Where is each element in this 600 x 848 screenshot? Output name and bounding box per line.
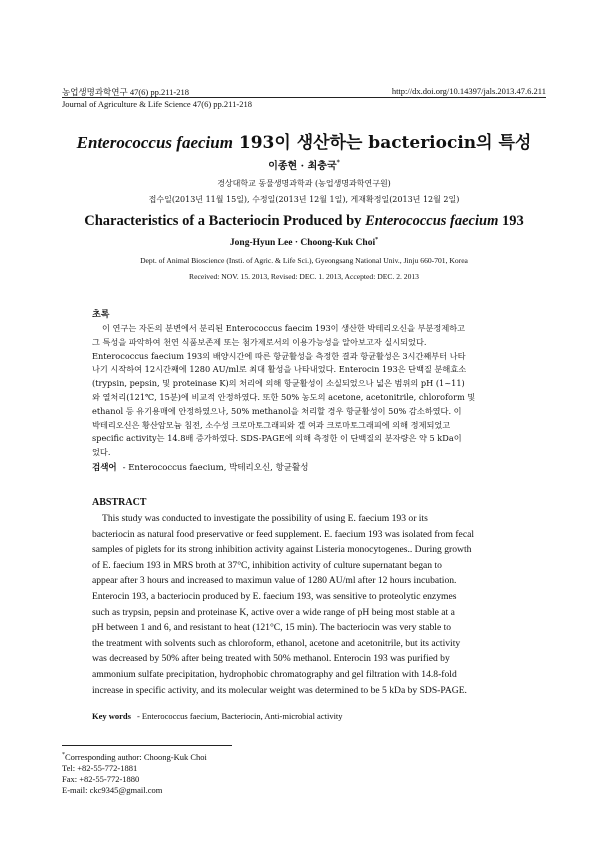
title-english xyxy=(62,213,546,230)
title-korean-rest: 193이 생산하는 bacteriocin의 특성 xyxy=(232,133,532,153)
affiliation-english: Dept. of Animal Bioscience (Insti. of Agric. & Life Sci.), Gyeongsang National Univ., Jinju 660-701, Korea xyxy=(140,256,468,265)
abstract-korean-line: (trypsin, pepsin, 및 proteinase K)의 처리에 의해 항균활성이 소실되었으나 넓은 범위의 pH (1~11) xyxy=(92,378,465,389)
footnote-mark: * xyxy=(62,752,65,758)
abstract-korean-line: 와 열처리(121℃, 15분)에 비교적 안정하였다. 또한 50% 농도의 acetone, acetonitrile, chloroform 및 xyxy=(92,391,476,402)
header-rule xyxy=(62,97,546,98)
keywords-english-label: Key words xyxy=(92,711,131,721)
footnote xyxy=(62,750,207,796)
abstract-korean-line: 나기 시작하여 12시간째에 1280 AU/ml로 최대 활성을 나타내었다. Enterocin 193은 단백질 분해효소 xyxy=(92,364,467,375)
keywords-korean-label: 검색어 xyxy=(92,463,117,473)
abstract-english-line: This study was conducted to investigate the possibility of using E. faecium 193 or its xyxy=(102,513,428,524)
footnote-rule xyxy=(62,745,232,746)
abstract-korean-line: 었다. xyxy=(92,447,111,458)
title-korean xyxy=(62,128,546,153)
abstract-korean-line: 박테리오신은 황산암모늄 침전, 소수성 크로마토그래피와 겔 여과 크로마토그래피에 의해 정제되었고 xyxy=(92,419,451,430)
abstract-english-line: samples of piglets for its strong inhibition activity against Listeria monocytogenes.. During growth xyxy=(92,544,472,556)
corresponding-mark-en: * xyxy=(375,237,379,243)
abstract-english-line: Enterocin 193, a bacteriocin produced by E. faecium 193, was sensitive to proteolytic enzymes xyxy=(92,590,457,602)
abstract-english-line: the treatment with solvents such as chloroform, ethanol, acetone and acetonitrile, but its activity xyxy=(92,637,461,649)
title-english-prefix: Characteristics of a Bacteriocin Produced by xyxy=(84,213,366,229)
abstract-korean-body xyxy=(92,322,516,460)
dates-korean: 접수일(2013년 11월 15일), 수정일(2013년 12월 1일), 게재확정일(2013년 12월 2일) xyxy=(148,195,460,204)
abstract-english-line: pH between 1 and 6, and resistant to heat (121°C, 15 min). The bacteriocin was very stable to xyxy=(92,622,452,634)
abstract-english-line: such as trypsin, pepsin and proteinase K, active over a wide range of pH being most stable at a xyxy=(92,606,455,618)
abstract-english-line: of E. faecium 193 in MRS broth at 37°C, inhibition activity of culture supernatant began to xyxy=(92,559,442,571)
abstract-english-line: increase in specific activity, and its molecular weight was determined to be 5 kDa by SDS-PAGE. xyxy=(92,684,467,696)
abstract-english-line: was decreased by 50% after being treated with 50% methanol. Enterocin 193 was purified by xyxy=(92,653,450,665)
abstract-korean-line: 그 특성을 파악하여 천연 식품보존제 또는 첨가제로서의 이용가능성을 알아보고자 실시되었다. xyxy=(92,336,427,347)
abstract-english-line: appear after 3 hours and increased to maximun value of 1280 AU/ml after 12 hours incubation. xyxy=(92,575,457,587)
affiliation-korean: 경상대학교 동물생명과학과 (농업생명과학연구원) xyxy=(217,179,391,188)
title-korean-species: Enterococcus faecium xyxy=(76,133,233,152)
abstract-korean-line: Enterococcus faecium 193의 배양시간에 따른 항균활성을 측정한 결과 항균활성은 3시간째부터 나타 xyxy=(92,350,466,361)
abstract-english-line: bacteriocin as natural food preservative or feed supplement. E. faecium 193 was isolated from fecal xyxy=(92,528,474,540)
doi-link[interactable]: http://dx.doi.org/10.14397/jals.2013.47.6.211 xyxy=(391,86,546,96)
abstract-korean-heading: 초록 xyxy=(92,310,110,320)
footnote-fax: Fax: +82-55-772-1880 xyxy=(62,773,140,784)
authors-english xyxy=(62,237,546,248)
keywords-english-list: - Enterococcus faecium, Bacteriocin, Anti-microbial activity xyxy=(136,711,343,721)
journal-header-en: Journal of Agriculture & Life Science 47(6) pp.211-218 xyxy=(62,99,252,109)
authors-korean xyxy=(62,157,546,172)
keywords-english xyxy=(92,711,343,721)
footnote-email[interactable]: E-mail: ckc9345@gmail.com xyxy=(62,784,163,795)
authors-korean-text: 이종현 · 최충국 xyxy=(268,161,337,172)
footnote-tel: Tel: +82-55-772-1881 xyxy=(62,762,138,773)
abstract-english-body xyxy=(92,511,516,698)
abstract-english-line: ammonium sulfate precipitation, hydrophobic chromatography and gel filtration with 14.8-fold xyxy=(92,668,457,680)
footnote-corresponding-text: Corresponding author: Choong-Kuk Choi xyxy=(65,751,207,762)
footnote-corresponding xyxy=(62,750,207,763)
journal-header-kr: 농업생명과학연구 47(6) pp.211-218 xyxy=(62,87,189,97)
title-english-species: Enterococcus faecium xyxy=(365,213,499,229)
title-english-suffix: 193 xyxy=(498,213,524,229)
keywords-korean-list: - Enterococcus faecium, 박테리오신, 항균활성 xyxy=(122,463,309,473)
abstract-korean-line: ethanol 등 유기용매에 안정하였으나, 50% methanol을 처리할 경우 항균활성이 50% 감소하였다. 이 xyxy=(92,405,462,416)
dates-english: Received: NOV. 15. 2013, Revised: DEC. 1. 2013, Accepted: DEC. 2. 2013 xyxy=(189,272,419,281)
corresponding-mark-kr: * xyxy=(336,159,340,167)
abstract-korean-line: specific activity는 14.8배 증가하였다. SDS-PAGE에 의해 측정한 이 단백질의 분자량은 약 5 kDa이 xyxy=(92,433,462,444)
abstract-english-heading: ABSTRACT xyxy=(92,497,147,508)
keywords-korean xyxy=(92,461,308,473)
authors-english-text: Jong-Hyun Lee · Choong-Kuk Choi xyxy=(229,238,376,249)
abstract-korean-line: 이 연구는 자돈의 분변에서 분리된 Enterococcus faecim 193이 생산한 박테리오신을 부분정제하고 xyxy=(102,323,466,333)
